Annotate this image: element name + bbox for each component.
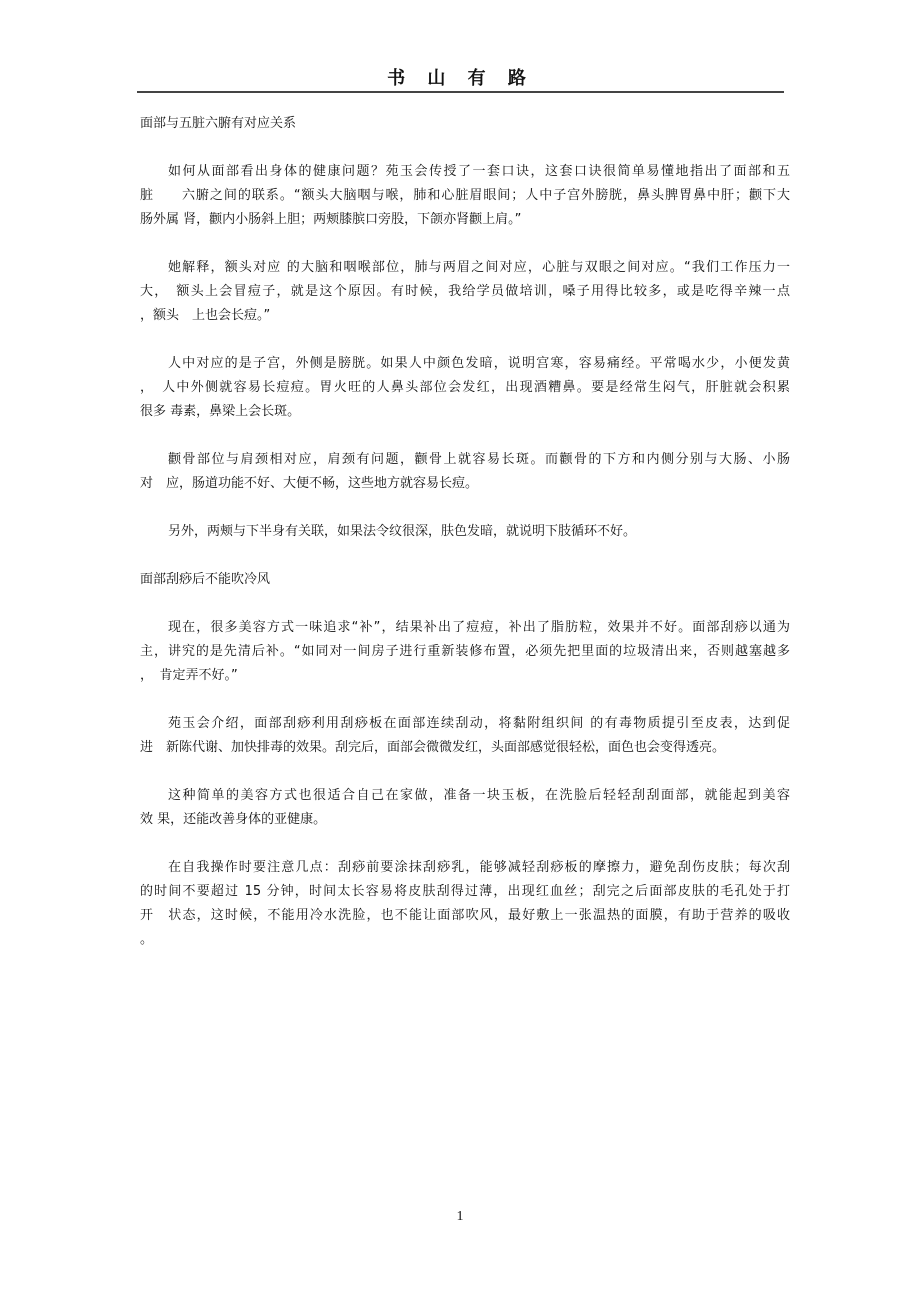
paragraph-line: 另外，两颊与下半身有关联，如果法令纹很深，肤色发暗，就说明下肢循环不好。 [168, 524, 637, 539]
section-heading: 面部与五脏六腑有对应关系 [140, 116, 297, 131]
paragraph-line: 进 新陈代谢、加快排毒的效果。刮完后，面部会微微发红，头面部感觉很轻松，面色也会变得透亮。 [140, 740, 726, 755]
header-divider [137, 91, 784, 93]
page-header-title: 书 山 有 路 [387, 68, 534, 89]
paragraph-line: 她解释，额头对应 的大脑和咽喉部位，肺与两眉之间对应，心脏与双眼之间对应。“我们工作压力一 [168, 260, 790, 275]
paragraph-line: 的时间不要超过 15 分钟，时间太长容易将皮肤刮得过薄，出现红血丝；刮完之后面部皮肤的毛孔处于打 [140, 884, 790, 899]
section-heading: 面部刮痧后不能吹冷风 [140, 572, 271, 587]
paragraph-line: ， 肯定弄不好。” [140, 668, 238, 683]
paragraph-line: 现在，很多美容方式一味追求“补”，结果补出了痘痘，补出了脂肪粒，效果并不好。面部刮痧以通为 [168, 620, 790, 635]
paragraph-line: 在自我操作时要注意几点：刮痧前要涂抹刮痧乳，能够减轻刮痧板的摩擦力，避免刮伤皮肤；每次刮 [168, 860, 790, 875]
paragraph-line: 开 状态，这时候，不能用冷水洗脸，也不能让面部吹风，最好敷上一张温热的面膜，有助于营养的吸收 [140, 908, 790, 923]
paragraph-line: 效 果，还能改善身体的亚健康。 [140, 812, 327, 827]
paragraph-line: 肠外属 肾，颧内小肠斜上胆；两颊膝膑口旁股，下颌亦肾颧上肩。” [140, 212, 522, 227]
paragraph-line: 颧骨部位与肩颈相对应，肩颈有问题，颧骨上就容易长斑。而颧骨的下方和内侧分别与大肠、小肠 [168, 452, 790, 467]
paragraph-line: 如何从面部看出身体的健康问题？苑玉会传授了一套口诀，这套口诀很简单易懂地指出了面部和五 [168, 164, 790, 179]
paragraph-line: 大， 额头上会冒痘子，就是这个原因。有时候，我给学员做培训，嗓子用得比较多，或是吃得辛辣一点 [140, 284, 790, 299]
paragraph-line: 主，讲究的是先清后补。“如同对一间房子进行重新装修布置，必须先把里面的垃圾清出来，否则越塞越多 [140, 644, 790, 659]
paragraph [140, 616, 790, 688]
paragraph-line: 人中对应的是子宫，外侧是膀胱。如果人中颜色发暗，说明宫寒，容易痛经。平常喝水少，小便发黄 [168, 356, 790, 371]
paragraph-line: 脏 六腑之间的联系。“额头大脑咽与喉，肺和心脏眉眼间；人中子宫外膀胱，鼻头脾胃鼻中肝；颧下大 [140, 188, 790, 203]
paragraph [140, 712, 790, 760]
paragraph-line: 很多 毒素，鼻梁上会长斑。 [140, 404, 301, 419]
paragraph [140, 160, 790, 232]
paragraph-line: 这种简单的美容方式也很适合自己在家做，准备一块玉板，在洗脸后轻轻刮刮面部，就能起到美容 [168, 788, 790, 803]
paragraph [140, 256, 790, 328]
page-number: 1 [456, 1209, 464, 1224]
paragraph [140, 520, 790, 544]
paragraph [140, 352, 790, 424]
paragraph [140, 856, 790, 952]
paragraph [140, 448, 790, 496]
paragraph-line: ，额头 上也会长痘。” [140, 308, 271, 323]
paragraph [140, 784, 790, 832]
paragraph-line: 对 应，肠道功能不好、大便不畅，这些地方就容易长痘。 [140, 476, 479, 491]
paragraph-line: 。 [140, 932, 154, 947]
paragraph-line: ， 人中外侧就容易长痘痘。胃火旺的人鼻头部位会发红，出现酒糟鼻。要是经常生闷气，肝脏就会积累 [140, 380, 790, 395]
document-body [140, 112, 790, 976]
paragraph-line: 苑玉会介绍，面部刮痧利用刮痧板在面部连续刮动，将黏附组织间 的有毒物质提引至皮表，达到促 [168, 716, 790, 731]
